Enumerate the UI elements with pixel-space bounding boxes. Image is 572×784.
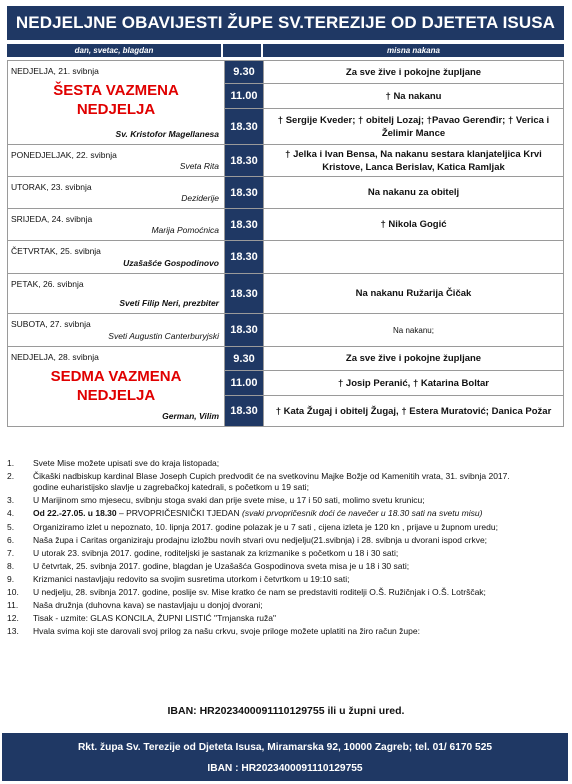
announcement-item bbox=[7, 561, 537, 572]
mass-time: 18.30 bbox=[225, 396, 264, 427]
day-date: PONEDJELJAK, 22. svibnja bbox=[11, 150, 117, 160]
mass-time: 11.00 bbox=[225, 84, 264, 109]
schedule-row bbox=[8, 314, 564, 347]
day-date: NEDJELJA, 21. svibnja bbox=[11, 66, 99, 76]
item-text: U nedjelju, 28. svibnja 2017. godine, poslije sv. Mise kratko će nam se predstaviti roditelji O.Š. Ružičnjak i O.Š. Lotrščak; bbox=[33, 587, 486, 598]
feast-name: NEDJELJA bbox=[76, 101, 156, 118]
item-text: Organiziramo izlet u nepoznato, 10. lipnja 2017. godine polazak je u 7 sati , cijena izleta je 120 kn , prijave u župnom uredu; bbox=[33, 521, 498, 532]
mass-intention: Na nakanu; bbox=[264, 314, 564, 347]
mass-intention: Za sve žive i pokojne župljane bbox=[264, 347, 564, 371]
item-number: 4. bbox=[7, 508, 15, 519]
item-number: 10. bbox=[7, 587, 19, 598]
item-number: 2. bbox=[7, 471, 15, 482]
item-number: 1. bbox=[7, 458, 15, 468]
schedule-row bbox=[8, 145, 564, 177]
mass-time: 9.30 bbox=[225, 61, 264, 84]
announcement-item bbox=[7, 535, 537, 546]
schedule-row bbox=[8, 241, 564, 274]
day-cell-tuesday bbox=[8, 177, 225, 209]
mass-time: 18.30 bbox=[225, 145, 264, 177]
footer-bar bbox=[2, 733, 568, 781]
saint-name: Sveti Augustin Canterburyjski bbox=[108, 331, 219, 341]
page-title: NEDJELJNE OBAVIJESTI ŽUPE SV.TEREZIJE OD DJETETA ISUSA bbox=[7, 6, 564, 40]
mass-intention: † Josip Peranić, † Katarina Boltar bbox=[264, 371, 564, 396]
saint-name: German, Vilim bbox=[162, 411, 219, 421]
item-text: Naša družnja (duhovna kava) se nastavljaju u donjoj dvorani; bbox=[33, 600, 263, 611]
mass-intention: † Jelka i Ivan Bensa, Na nakanu sestara klanjateljica Krvi Kristove, Lanca Berislav, Katica Ramljak bbox=[264, 145, 564, 177]
day-date: ČETVRTAK, 25. svibnja bbox=[11, 246, 101, 256]
announcements-list bbox=[7, 458, 537, 639]
day-date: SRIJEDA, 24. svibnja bbox=[11, 214, 93, 224]
mass-time: 18.30 bbox=[225, 109, 264, 145]
iban-notice: IBAN: HR2023400091110129755 ili u župni ured. bbox=[167, 705, 405, 717]
saint-name: Sveta Rita bbox=[179, 161, 219, 171]
mass-intention: † Sergije Kveder; † obitelj Lozaj; †Pavao Gerenđir; † Verica i Želimir Mance bbox=[264, 109, 564, 145]
item-number: 6. bbox=[7, 534, 15, 545]
announcement-item bbox=[7, 495, 537, 506]
item-text: U utorak 23. svibnja 2017. godine, roditeljski je sastanak za krizmanike s početkom u 18 i 30 sati; bbox=[33, 547, 399, 558]
parish-address: Rkt. župa Sv. Terezije od Djeteta Isusa, Miramarska 92, 10000 Zagreb; tel. 01/ 6170 525 bbox=[77, 742, 493, 753]
item-text: Čikaški nadbiskup kardinal Blase Joseph Cupich predvodit će na svetkovinu Majke Božje od Kamenitih vrata, 31. svibnja 2017. godine euharistijsko slavlje u zagrebačkoj katedrali, s početkom u 19 sati; bbox=[33, 471, 510, 493]
item-text-bold: Od 22.-27.05. u 18.30 bbox=[33, 508, 117, 519]
mass-intention: Za sve žive i pokojne župljane bbox=[264, 61, 564, 84]
saint-name: Sv. Kristofor Magellanesa bbox=[115, 129, 219, 139]
announcement-item bbox=[7, 626, 537, 637]
day-date: SUBOTA, 27. svibnja bbox=[11, 319, 91, 329]
item-number: 8. bbox=[7, 560, 15, 571]
schedule-row bbox=[8, 209, 564, 241]
announcement-item bbox=[7, 600, 537, 611]
day-date: NEDJELJA, 28. svibnja bbox=[11, 352, 99, 362]
mass-time: 9.30 bbox=[225, 347, 264, 371]
schedule-row bbox=[8, 61, 564, 84]
day-cell-saturday bbox=[8, 314, 225, 347]
mass-intention: Na nakanu Ružarija Čičak bbox=[264, 274, 564, 314]
item-text: – PRVOPRIČESNIČKI TJEDAN bbox=[116, 508, 242, 519]
item-text-italic: (svaki prvopričesnik doći će navečer u 18.30 sati na svetu misu) bbox=[241, 508, 483, 519]
item-number: 3. bbox=[7, 495, 15, 506]
mass-time: 18.30 bbox=[225, 209, 264, 241]
item-number: 7. bbox=[7, 547, 15, 558]
announcement-item bbox=[7, 574, 537, 585]
item-text: Hvala svima koji ste darovali svoj prilog za našu crkvu, svoje priloge možete uplatiti na žiro račun župe: bbox=[33, 626, 420, 637]
column-header-bar bbox=[7, 44, 564, 57]
mass-time: 18.30 bbox=[225, 177, 264, 209]
mass-time: 11.00 bbox=[225, 371, 264, 396]
item-text: Tisak - uzmite: GLAS KONCILA, ŽUPNI LISTIĆ "Trnjanska ruža" bbox=[33, 613, 276, 624]
mass-schedule-table bbox=[7, 60, 564, 427]
mass-intention bbox=[264, 241, 564, 274]
saint-name: Uzašašće Gospodinovo bbox=[123, 258, 219, 268]
day-cell-friday bbox=[8, 274, 225, 314]
announcement-item bbox=[7, 508, 537, 519]
schedule-row bbox=[8, 347, 564, 371]
announcement-item bbox=[7, 548, 537, 559]
mass-intention: † Nikola Gogić bbox=[264, 209, 564, 241]
item-text: Krizmanici nastavljaju redovito sa svojim susretima utorkom i četvrtkom u 19:10 sati; bbox=[33, 573, 350, 584]
mass-time: 18.30 bbox=[225, 314, 264, 347]
parish-iban: IBAN : HR2023400091110129755 bbox=[207, 763, 363, 774]
day-cell-sunday-21 bbox=[8, 61, 225, 145]
saint-name: Marija Pomoćnica bbox=[151, 225, 219, 235]
column-header-time-spacer bbox=[223, 44, 261, 57]
day-date: PETAK, 26. svibnja bbox=[11, 279, 84, 289]
announcement-item bbox=[7, 587, 537, 598]
day-cell-monday bbox=[8, 145, 225, 177]
saint-name: Deziderije bbox=[181, 193, 219, 203]
feast-name: SEDMA VAZMENA bbox=[50, 368, 182, 385]
feast-name: NEDJELJA bbox=[76, 387, 156, 404]
schedule-row bbox=[8, 177, 564, 209]
mass-intention: † Kata Žugaj i obitelj Žugaj, † Estera Muratović; Danica Požar bbox=[264, 396, 564, 427]
day-cell-sunday-28 bbox=[8, 347, 225, 427]
mass-time: 18.30 bbox=[225, 274, 264, 314]
announcement-item bbox=[7, 458, 537, 469]
item-text: U Marijinom smo mjesecu, svibnju stoga svaki dan prije svete mise, u 17 i 50 sati, molimo svetu krunicu; bbox=[33, 495, 425, 506]
item-number: 12. bbox=[7, 613, 19, 624]
item-text: U četvrtak, 25. svibnja 2017. godine, blagdan je Uzašašća Gospodinova sveta misa je u 18 i 30 sati; bbox=[33, 560, 410, 571]
item-number: 9. bbox=[7, 573, 15, 584]
feast-name: ŠESTA VAZMENA bbox=[53, 82, 179, 99]
item-number: 5. bbox=[7, 521, 15, 532]
item-text: Naša župa i Caritas organiziraju prodajnu izložbu novih stvari ovu nedjelju(21.svibnja) i 28. svibnja u dvorani ispod crkve; bbox=[33, 534, 488, 545]
schedule-row bbox=[8, 274, 564, 314]
announcement-item bbox=[7, 471, 537, 493]
announcement-item bbox=[7, 522, 537, 533]
column-header-mass: misna nakana bbox=[263, 44, 564, 57]
mass-time: 18.30 bbox=[225, 241, 264, 274]
item-text: Svete Mise možete upisati sve do kraja listopada; bbox=[33, 458, 220, 468]
day-cell-wednesday bbox=[8, 209, 225, 241]
mass-intention: Na nakanu za obitelj bbox=[264, 177, 564, 209]
saint-name: Sveti Filip Neri, prezbiter bbox=[119, 298, 219, 308]
item-number: 11. bbox=[7, 600, 19, 611]
day-date: UTORAK, 23. svibnja bbox=[11, 182, 92, 192]
mass-intention: † Na nakanu bbox=[264, 84, 564, 109]
bulletin-page bbox=[7, 6, 564, 427]
day-cell-thursday bbox=[8, 241, 225, 274]
column-header-day: dan, svetac, blagdan bbox=[7, 44, 221, 57]
announcement-item bbox=[7, 613, 537, 624]
item-number: 13. bbox=[7, 626, 19, 637]
